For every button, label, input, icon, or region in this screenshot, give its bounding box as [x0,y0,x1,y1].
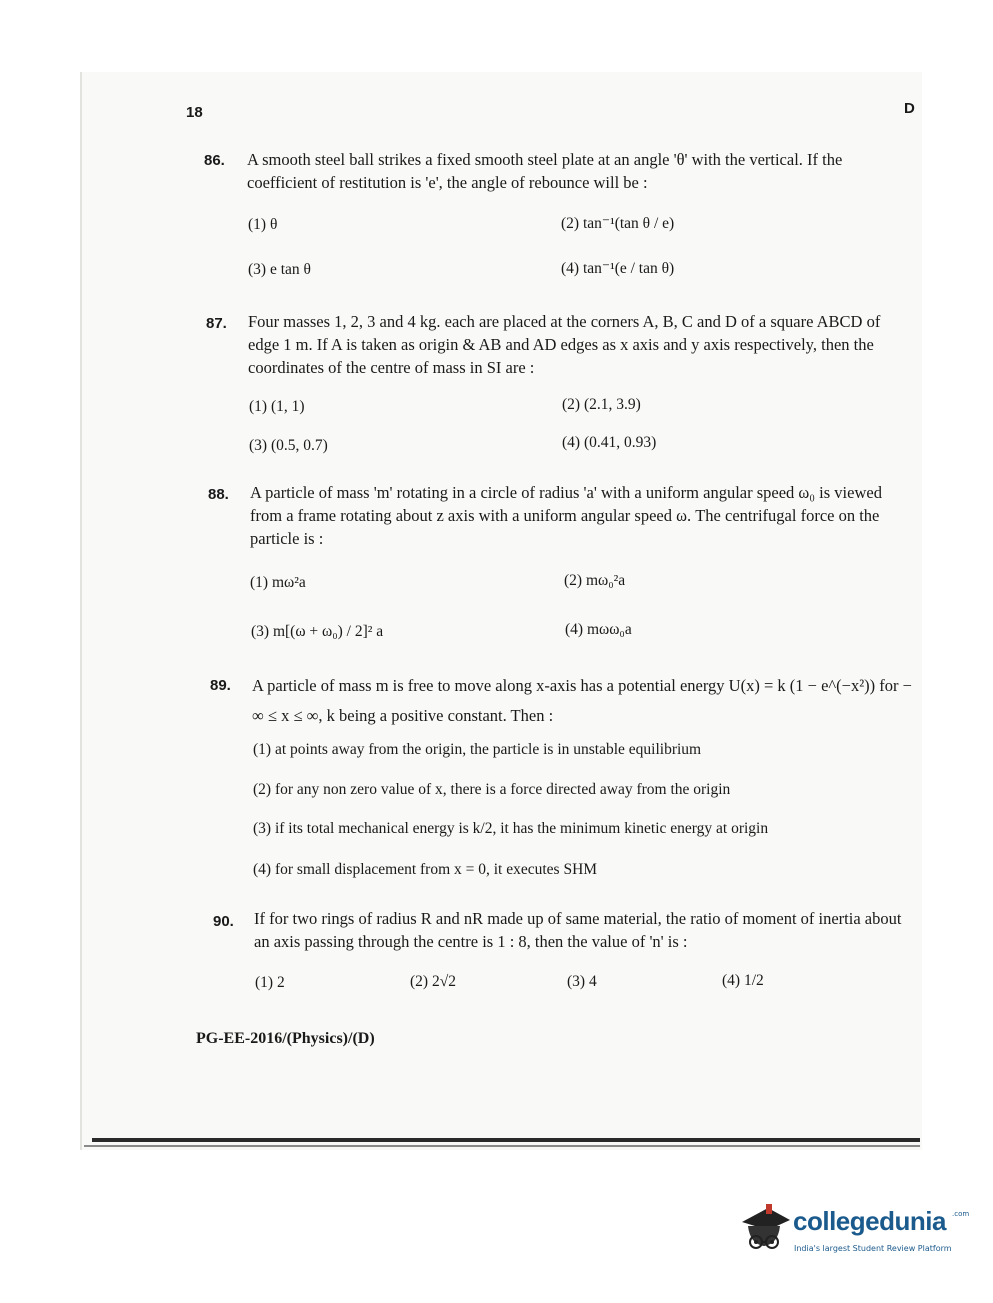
question-text: Four masses 1, 2, 3 and 4 kg. each are placed at the corners A, B, C and D of a square ABCD of edge 1 m. If A is taken as origin & AB and AD edges as x axis and y axis respectively, then the coordinates of the centre of mass in SI are : [248,312,881,377]
question-text: A smooth steel ball strikes a fixed smooth steel plate at an angle 'θ' with the vertical. If the coefficient of restitution is 'e', the angle of rebounce will be : [247,150,843,192]
option: (2) for any non zero value of x, there is a force directed away from the origin [253,781,731,798]
option: (3) 4 [567,973,597,990]
option: (4) tan⁻¹(e / tan θ) [561,260,675,277]
option: (1) (1, 1) [249,398,305,415]
option: (3) m[(ω + ω₀) / 2]² a [251,623,384,640]
option: (2) mω₀²a [564,572,626,589]
brand-tagline: India's largest Student Review Platform [794,1244,952,1253]
option: (2) 2√2 [410,973,456,990]
option: (1) 2 [255,974,285,991]
option: (3) e tan θ [248,261,311,278]
set-code: D [904,100,915,117]
option: (4) 1/2 [722,972,764,989]
option: (1) at points away from the origin, the particle is in unstable equilibrium [253,741,702,758]
option: (2) (2.1, 3.9) [562,396,641,413]
option: (2) tan⁻¹(tan θ / e) [561,215,675,232]
scan-bottom-edge-faint [84,1145,920,1147]
option: (4) (0.41, 0.93) [562,434,657,451]
brand-name: collegedunia [793,1206,946,1236]
question-number: 90. [213,913,234,930]
scan-bottom-edge [92,1138,920,1142]
question-number: 86. [204,152,225,169]
question-text: A particle of mass 'm' rotating in a circle of radius 'a' with a uniform angular speed ω₀ is viewed from a frame rotating about z axis with a uniform angular speed ω. The centrifugal force on the particle is : [250,483,882,548]
scanned-page [80,72,922,1150]
page-number: 18 [186,104,203,121]
paper-code-footer: PG-EE-2016/(Physics)/(D) [196,1030,375,1047]
question-number: 89. [210,677,231,694]
question-number: 87. [206,315,227,332]
question-text: If for two rings of radius R and nR made up of same material, the ratio of moment of inertia about an axis passing through the centre is 1 : 8, then the value of 'n' is : [254,909,902,951]
option: (3) (0.5, 0.7) [249,437,328,454]
collegedunia-logo [738,1200,970,1260]
option: (4) for small displacement from x = 0, it executes SHM [253,861,598,878]
option: (1) θ [248,216,278,233]
option: (3) if its total mechanical energy is k/2, it has the minimum kinetic energy at origin [253,820,769,837]
question-text: A particle of mass m is free to move along x-axis has a potential energy U(x) = k (1 − e^(−x²)) for − ∞ ≤ x ≤ ∞, k being a positive constant. Then : [252,676,912,725]
option: (1) mω²a [250,574,306,591]
mascot-icon [738,1200,792,1256]
question-number: 88. [208,486,229,503]
option: (4) mωω₀a [565,621,632,638]
brand-domain-mark: .com [952,1210,970,1218]
